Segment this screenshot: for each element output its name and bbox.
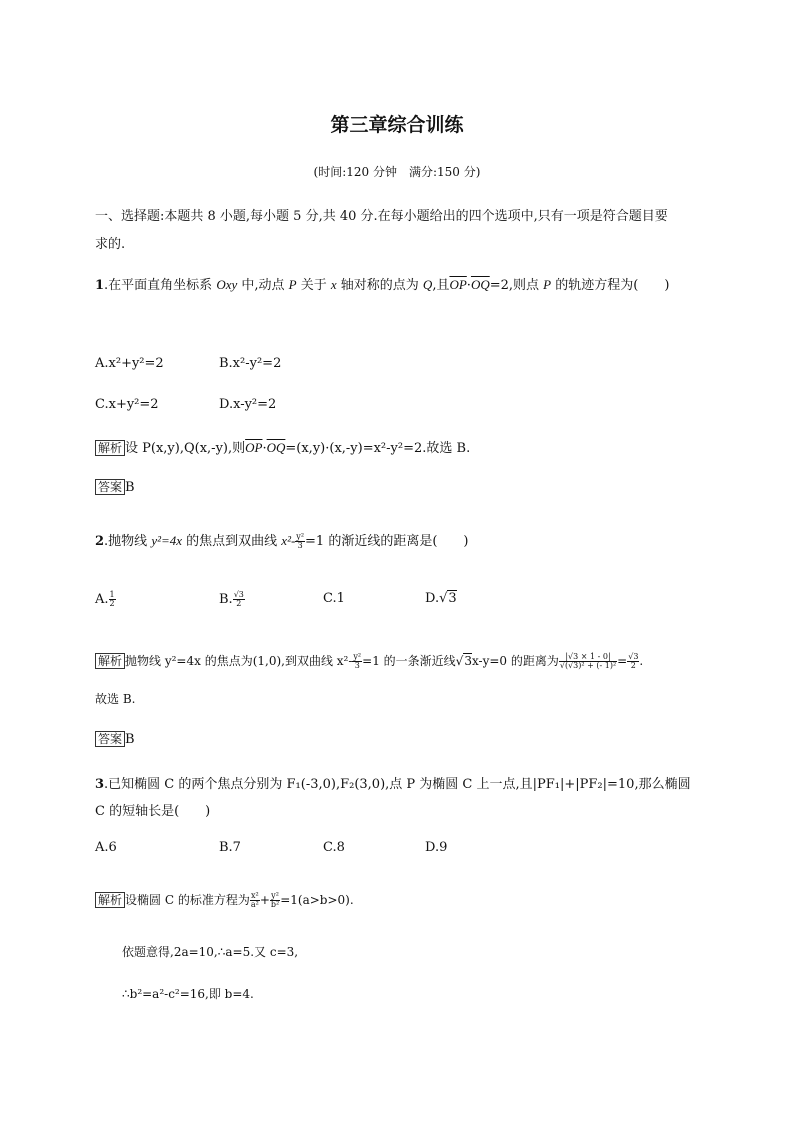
question-2-answer: 答案 B [95, 730, 135, 747]
section-heading-line2: 求的. [95, 237, 126, 252]
vector-oq: $\overline{OQ}$ [470, 277, 490, 292]
question-1-option-b: B.x²-y²=2 [219, 356, 282, 371]
question-2-option-b: B. $\frac{√3}{2}$ [219, 590, 244, 608]
analysis-label: 解析 [95, 653, 125, 669]
question-3-stem-line1: 3.已知椭圆 C 的两个焦点分别为 F₁(-3,0),F₂(3,0),点 P 为椭圆 C 上一点,且|PF₁|+|PF₂|=10,那么椭圆 [95, 777, 691, 792]
vector-op: $\overline{OP}$ [449, 277, 467, 292]
question-1-option-d: D.x-y²=2 [219, 397, 277, 412]
question-3-stem-line2: C 的短轴长是( ) [95, 804, 211, 819]
question-2-stem: 2.抛物线 y²=4x 的焦点到双曲线 x²- $\frac{\text{y²}}{3}$ =1 的渐近线的距离是( ) [95, 532, 469, 550]
question-2-option-a: A. $\frac{1}{2}$ [95, 590, 115, 608]
question-1-analysis: 解析 设 P(x,y),Q(x,-y),则$\overline{OP}\cdot\overline{OQ}=(x,y)\cdot(x,-y)=x^2-y^2=2$.故选 B. [95, 437, 470, 456]
page-title: 第三章综合训练 [330, 114, 464, 136]
answer-label: 答案 [95, 731, 125, 747]
question-3-analysis: 解析 设椭圆 C 的标准方程为 $\frac{\text{x²}}{\text{a²}}$ + $\frac{\text{y²}}{\text{b²}}$ =1(a>b>0). [95, 891, 354, 909]
question-3-option-a: A.6 [95, 840, 117, 855]
question-2-analysis-line2: 故选 B. [95, 692, 136, 706]
question-3-analysis-line4: ∴b²=a²-c²=16,即 b=4. [122, 987, 254, 1001]
question-number: 2 [95, 534, 105, 549]
page-subtitle: (时间:120 分钟 满分:150 分) [313, 165, 481, 179]
section-heading-line1: 一、选择题:本题共 8 小题,每小题 5 分,共 40 分.在每小题给出的四个选项中,只有一项是符合题目要 [95, 209, 668, 224]
question-number: 1 [95, 278, 105, 293]
question-1-option-a: A.x²+y²=2 [95, 356, 164, 371]
question-2-option-c: C.1 [323, 591, 345, 606]
question-3-option-c: C.8 [323, 840, 345, 855]
question-2-analysis: 解析 抛物线 y²=4x 的焦点为(1,0),到双曲线 x²- $\frac{\text{y²}}{3}$ =1 的一条渐近线√3x-y=0 的距离为 $\frac{|√3 \times 1 - 0|}{\text{√(√3)² + (- 1)²}}$ = $\frac{√3}{2}$ . [95, 652, 643, 670]
question-1-option-c: C.x+y²=2 [95, 397, 159, 412]
question-3-analysis-line3: 依题意得,2a=10,∴a=5.又 c=3, [122, 945, 299, 959]
analysis-label: 解析 [95, 440, 125, 456]
question-3-option-d: D.9 [425, 840, 448, 855]
question-2-option-d: D.√3 [425, 591, 457, 606]
question-3-option-b: B.7 [219, 840, 241, 855]
question-number: 3 [95, 777, 105, 792]
analysis-label: 解析 [95, 892, 125, 908]
question-1-answer: 答案 B [95, 478, 135, 495]
question-1-stem: 1.在平面直角坐标系 Oxy 中,动点 P 关于 x 轴对称的点为 Q,且$\overline{OP}\cdot\overline{OQ}=2$,则点 P 的轨迹方程为( ) [95, 277, 670, 293]
answer-label: 答案 [95, 479, 125, 495]
